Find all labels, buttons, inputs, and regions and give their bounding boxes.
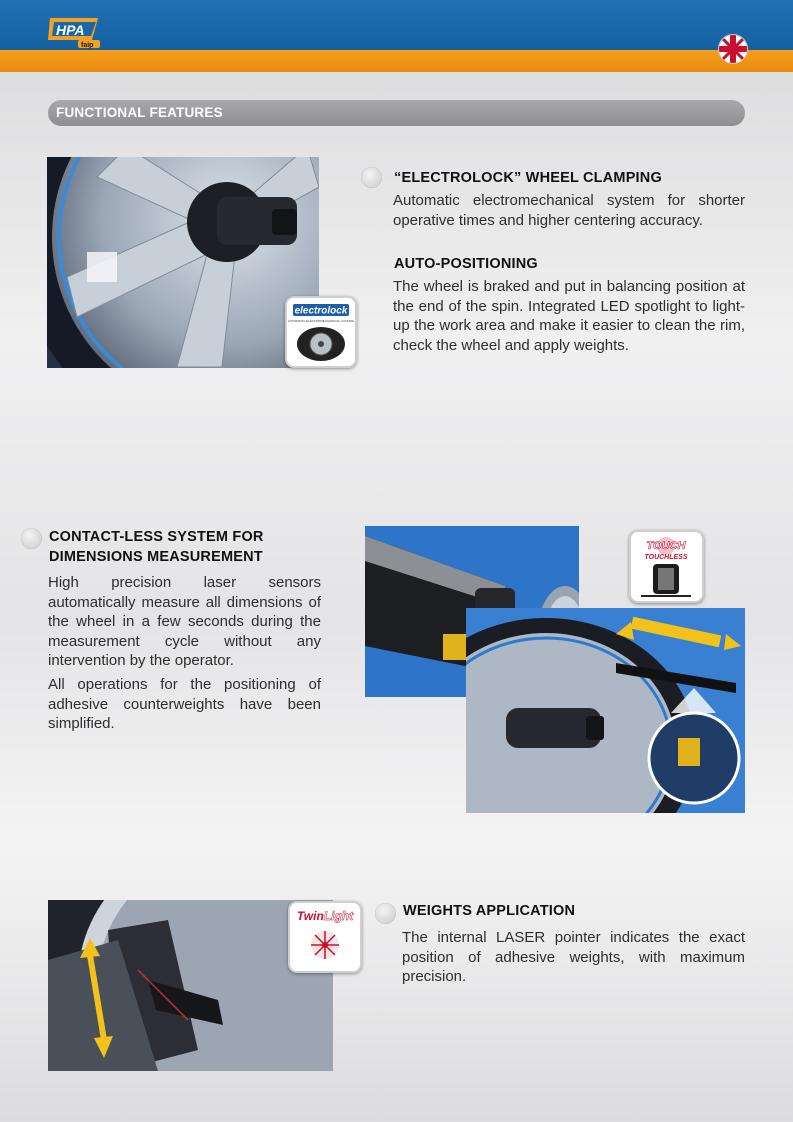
electrolock-text: Automatic electromechanical system for shorter operative times and higher centering accuracy. bbox=[393, 192, 745, 229]
electrolock-heading: “ELECTROLOCK” WHEEL CLAMPING bbox=[394, 170, 662, 186]
bullet-contactless bbox=[21, 528, 42, 549]
weights-text: The internal LASER pointer indicates the exact position of adhesive weights, with maximum precision. bbox=[402, 929, 745, 985]
header-orange-band bbox=[0, 50, 793, 72]
touchless-badge-line2: TOUCHLESS bbox=[644, 554, 688, 561]
electrolock-badge-subtext: AUTOMATIC ELECTROMECHANICAL LOCKING bbox=[287, 319, 355, 323]
logo-text: HPA bbox=[56, 22, 85, 38]
wheel-clamping-photo bbox=[47, 157, 319, 368]
bullet-electrolock bbox=[361, 167, 382, 188]
header-blue-band bbox=[0, 0, 793, 50]
autopositioning-text: The wheel is braked and put in balancing position at the end of the spin. Integrated LED spotlight to light-up the work area and make it easier to clean the rim, check the wheel and apply weights. bbox=[393, 278, 745, 354]
weights-heading: WEIGHTS APPLICATION bbox=[403, 903, 576, 919]
contactless-heading-line1: CONTACT-LESS SYSTEM FOR bbox=[49, 529, 264, 545]
contactless-text-2: All operations for the positioning of adhesive counterweights have been simplified. bbox=[48, 676, 321, 732]
contactless-heading-line2: DIMENSIONS MEASUREMENT bbox=[49, 549, 263, 565]
section-title-bar bbox=[48, 100, 745, 126]
autopositioning-heading: AUTO-POSITIONING bbox=[394, 256, 538, 272]
twinlight-badge bbox=[288, 901, 362, 973]
contactless-text-1: High precision laser sensors automatically measure all dimensions of the wheel in a few seconds during the measurement cycle without any intervention by the operator. bbox=[48, 574, 321, 669]
section-title: FUNCTIONAL FEATURES bbox=[56, 105, 223, 120]
page-header bbox=[0, 0, 793, 72]
twinlight-badge-text1: Twin bbox=[296, 909, 324, 923]
hpa-logo bbox=[48, 14, 104, 50]
logo-subtext: faip bbox=[81, 42, 94, 49]
electrolock-badge-text: electrolock bbox=[294, 305, 348, 317]
touchless-badge bbox=[629, 530, 704, 603]
touchless-badge-line1: TOUCH bbox=[646, 540, 686, 552]
contactless-measurement-photo bbox=[466, 608, 745, 813]
uk-flag-icon[interactable] bbox=[718, 34, 748, 64]
twinlight-badge-text2: Light bbox=[323, 909, 354, 923]
bullet-weights bbox=[375, 903, 396, 924]
electrolock-badge bbox=[285, 296, 357, 368]
svg-text:TwinLight bbox=[297, 909, 354, 923]
